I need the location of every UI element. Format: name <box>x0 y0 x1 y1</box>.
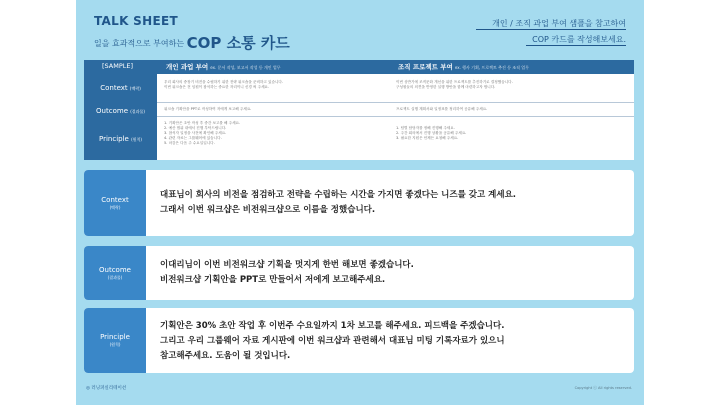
instruction-line-1: 개인 / 조직 과업 부여 샘플을 참고하여 <box>492 19 626 28</box>
footer-logo: ◎ 러닝퍼실리테이션 <box>86 386 127 391</box>
instruction-underline-2 <box>526 45 626 46</box>
sheet-subtitle <box>94 32 290 53</box>
sample-row-label-sub: (결과물) <box>130 109 145 114</box>
card-sublabel: (결과물) <box>107 274 123 280</box>
col1-sub: ex. 문서 작성, 보고서 작성 등 개인 업무 <box>210 65 281 70</box>
sample-cell: 1. 기획안은 초안 작성 후 중간 보고를 해 주세요. 2. 예산 범위 내에서 진행 부탁드립니다. 3. 참석자 일정을 사전에 확인해 주세요. 4. 관련 자료는 그룹웨어에 있습니다. 5. 마감은 다음 주 수요일입니다. <box>164 121 241 145</box>
card-label: Outcome <box>99 265 131 274</box>
col2-header <box>398 62 529 71</box>
instruction-underline-1 <box>476 29 626 30</box>
sample-row-label-outcome <box>84 107 157 115</box>
subtitle-main: COP 소통 카드 <box>186 34 290 52</box>
card-text-principle: 기획안은 30% 초안 작업 후 이번주 수요일까지 1차 보고를 해주세요. 피드백을 주겠습니다. 그리고 우리 그룹웨어 자료 게시판에 이번 워크샵과 관련해서 대표님 미팅 기록자료가 있으니 참고해주세요. 도움이 될 것입니다. <box>160 321 505 361</box>
sample-table <box>84 60 634 160</box>
sample-row-label-text: Principle <box>99 135 129 143</box>
sample-row-divider <box>157 116 634 117</box>
card-tab-context <box>84 170 146 236</box>
col2-title: 조직 프로젝트 부여 <box>398 63 453 71</box>
card-context <box>84 170 634 236</box>
col1-title: 개인 과업 부여 <box>166 63 209 71</box>
sample-header <box>84 60 634 74</box>
sample-row-label-sub: (원칙) <box>131 137 142 142</box>
subtitle-prefix: 일을 효과적으로 부여하는 <box>94 39 185 48</box>
col2-sub: ex. 행사 기획, 프로젝트 추진 등 조직 업무 <box>454 65 530 70</box>
sample-cell: 워크숍 기획안을 PPT로 작성하여 저에게 보고해 주세요. <box>164 107 252 111</box>
sample-row-label-text: Context <box>100 84 128 92</box>
card-label: Principle <box>100 333 130 341</box>
card-label: Context <box>101 195 129 204</box>
sample-row-label-sub: (맥락) <box>129 86 141 91</box>
sample-label: [SAMPLE] <box>102 62 134 70</box>
card-outcome <box>84 246 634 300</box>
sample-cell: 1. 팀별 담당자를 정해 진행해 주세요. 2. 주간 회의에서 진행 상황을 공유해 주세요. 3. 필요한 지원은 언제든 요청해 주세요. <box>396 126 467 140</box>
sample-cell: 이번 상반기에 조직문화 개선을 위한 프로젝트를 추진하기로 결정했습니다. 구성원들의 의견을 반영한 실행 방안을 함께 마련하고자 합니다. <box>396 80 513 89</box>
card-sublabel: (원칙) <box>109 342 121 347</box>
card-principle <box>84 308 634 373</box>
instruction-line-2: COP 카드를 작성해보세요. <box>532 35 626 44</box>
sheet-title: TALK SHEET <box>94 14 178 28</box>
card-tab-outcome <box>84 246 146 300</box>
sample-row-label-principle <box>84 135 157 143</box>
card-text-outcome: 이대리님이 이번 비전워크샵 기획을 멋지게 한번 해보면 좋겠습니다. 비전워크샵 기획안을 PPT로 만들어서 저에게 보고해주세요. <box>160 260 414 285</box>
sample-row-label-context <box>84 84 157 92</box>
card-tab-principle <box>84 308 146 373</box>
talk-sheet-slide <box>76 0 644 405</box>
footer-copyright: Copyright ⓒ All rights reserved. <box>574 386 632 390</box>
sample-row-label-text: Outcome <box>96 107 128 115</box>
sample-cell: 우리 회사의 중장기 비전을 수립하기 위한 전략 워크숍을 준비하고 있습니다. 이번 워크숍은 전 임원이 참석하는 중요한 자리이니 신경 써 주세요. <box>164 80 284 89</box>
col1-header <box>166 62 281 71</box>
sample-cell: 프로젝트 실행 계획서와 일정표를 정리하여 공유해 주세요. <box>396 107 488 111</box>
sample-row-divider <box>157 102 634 103</box>
card-text-context: 대표님이 회사의 비전을 점검하고 전략을 수립하는 시간을 가지면 좋겠다는 니즈를 갖고 계세요. 그래서 이번 워크샵은 비전워크샵으로 이름을 정했습니다. <box>160 190 517 215</box>
card-sublabel: (맥락) <box>109 204 121 210</box>
